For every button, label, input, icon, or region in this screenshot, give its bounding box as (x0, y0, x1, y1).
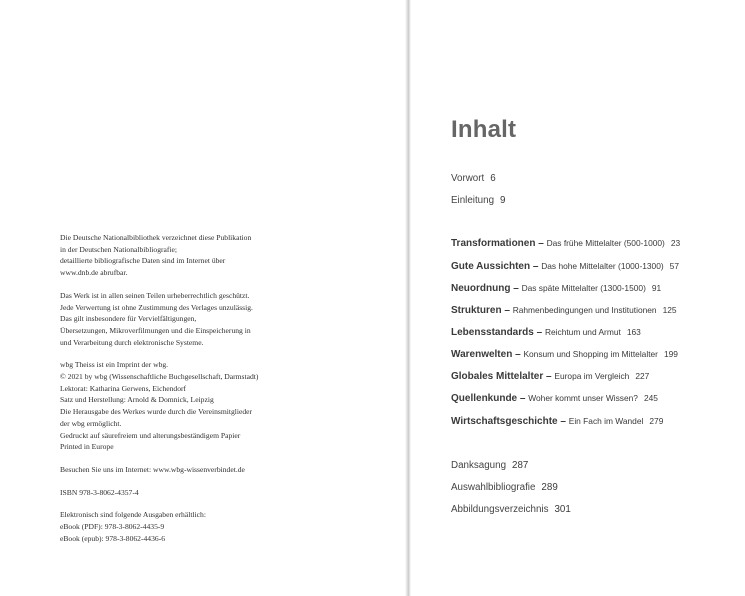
imprint-paragraph (60, 290, 360, 349)
chapter-dash: – (501, 305, 513, 316)
toc-entry-chapter[interactable] (451, 261, 679, 272)
chapter-title: Neuordnung (451, 283, 511, 294)
imprint-line: Elektronisch sind folgende Ausgaben erhältlich: (60, 510, 206, 520)
chapter-subtitle: Europa im Vergleich (554, 371, 630, 381)
imprint-line: www.dnb.de abrufbar. (60, 268, 128, 278)
chapter-subtitle: Das frühe Mittelalter (500-1000) (546, 238, 665, 248)
imprint-line: Besuchen Sie uns im Internet: www.wbg-wissenverbindet.de (60, 464, 245, 474)
chapter-subtitle: Reichtum und Armut (544, 327, 621, 337)
toc-entry-title: Danksagung (451, 460, 507, 471)
imprint-paragraph (60, 487, 360, 499)
imprint-line: Übersetzungen, Mikroverfilmungen und die Einspeicherung in (60, 325, 251, 335)
toc-entry-chapter[interactable] (451, 327, 641, 338)
chapter-dash: – (533, 327, 545, 338)
toc-entry-title: Vorwort (451, 173, 485, 184)
toc-page-number: 23 (670, 238, 681, 248)
toc-entry-title: Einleitung (451, 195, 495, 206)
toc-entry-front[interactable] (451, 195, 505, 206)
imprint-line: Die Herausgabe des Werkes wurde durch die Vereinsmitglieder (60, 407, 253, 417)
chapter-subtitle: Konsum und Shopping im Mittelalter (523, 349, 658, 359)
chapter-title: Quellenkunde (451, 393, 518, 404)
imprint-paragraph (60, 509, 360, 544)
toc-entry-chapter[interactable] (451, 283, 661, 294)
toc-page-number: 227 (635, 371, 650, 381)
toc-entry-title: Auswahlbibliografie (451, 482, 536, 493)
chapter-subtitle: Das hohe Mittelalter (1000-1300) (541, 261, 664, 271)
toc-page-number: 279 (649, 416, 664, 426)
chapter-title: Strukturen (451, 305, 502, 316)
imprint-line: Satz und Herstellung: Arnold & Domnick, Leipzig (60, 395, 214, 405)
toc-entry-back[interactable] (451, 504, 571, 515)
toc-entry-chapter[interactable] (451, 393, 658, 404)
chapter-dash: – (512, 349, 524, 360)
toc-entry-chapter[interactable] (451, 349, 678, 360)
chapter-title: Warenwelten (451, 349, 513, 360)
imprint-paragraph (60, 359, 360, 453)
imprint-line: Gedruckt auf säurefreiem und alterungsbeständigem Papier (60, 430, 241, 440)
chapter-dash: – (510, 283, 522, 294)
toc-page-number: 301 (554, 504, 571, 515)
imprint-line: der wbg ermöglicht. (60, 418, 122, 428)
chapter-subtitle: Das späte Mittelalter (1300-1500) (521, 283, 646, 293)
imprint-line: detaillierte bibliografische Daten sind im Internet über (60, 256, 226, 266)
imprint-paragraph (60, 464, 360, 476)
toc-page-number: 287 (512, 460, 529, 471)
toc-entry-chapter[interactable] (451, 305, 677, 316)
toc-entry-chapter[interactable] (451, 416, 663, 427)
imprint-paragraph (60, 232, 360, 279)
imprint-line: Lektorat: Katharina Gerwens, Eichendorf (60, 383, 187, 393)
imprint-line: ISBN 978-3-8062-4357-4 (60, 487, 139, 497)
toc-title: Inhalt (451, 116, 517, 143)
imprint-line: eBook (PDF): 978-3-8062-4435-9 (60, 522, 165, 532)
toc-page-number: 245 (643, 393, 658, 403)
imprint-line: © 2021 by wbg (Wissenschaftliche Buchgesellschaft, Darmstadt) (60, 372, 259, 382)
chapter-title: Lebensstandards (451, 327, 534, 338)
chapter-dash: – (543, 371, 555, 382)
imprint-line: Printed in Europe (60, 442, 114, 452)
chapter-title: Globales Mittelalter (451, 371, 544, 382)
imprint-line: Das Werk ist in allen seinen Teilen urheberrechtlich geschützt. (60, 290, 250, 300)
toc-page-number: 199 (663, 349, 678, 359)
chapter-title: Wirtschaftsgeschichte (451, 416, 558, 427)
toc-entry-chapter[interactable] (451, 238, 680, 249)
imprint-line: in der Deutschen Nationalbibliografie; (60, 244, 178, 254)
toc-page-number: 289 (541, 482, 558, 493)
chapter-subtitle: Rahmenbedingungen und Institutionen (512, 305, 657, 315)
chapter-subtitle: Woher kommt unser Wissen? (528, 393, 638, 403)
toc-page-number: 125 (662, 305, 677, 315)
toc-page-number: 163 (626, 327, 641, 337)
toc-entry-chapter[interactable] (451, 371, 649, 382)
toc-page-number: 57 (669, 261, 679, 271)
imprint-block (60, 232, 360, 555)
chapter-subtitle: Ein Fach im Wandel (568, 416, 644, 426)
chapter-dash: – (557, 416, 569, 427)
chapter-dash: – (517, 393, 529, 404)
toc-entry-back[interactable] (451, 482, 558, 493)
toc-page-number: 9 (500, 195, 506, 206)
toc-entry-title: Abbildungsverzeichnis (451, 504, 549, 515)
toc-page-number: 91 (651, 283, 662, 293)
imprint-line: wbg Theiss ist ein Imprint der wbg. (60, 360, 169, 370)
toc-entry-front[interactable] (451, 173, 496, 184)
imprint-line: eBook (epub): 978-3-8062-4436-6 (60, 533, 166, 543)
chapter-title: Gute Aussichten (451, 261, 531, 272)
chapter-dash: – (530, 261, 542, 272)
imprint-line: Jede Verwertung ist ohne Zustimmung des Verlages unzulässig. (60, 302, 253, 312)
imprint-line: Das gilt insbesondere für Vervielfältigungen, (60, 314, 197, 324)
imprint-line: und Verarbeitung durch elektronische Systeme. (60, 337, 204, 347)
toc-page-number: 6 (490, 173, 496, 184)
chapter-dash: – (535, 238, 547, 249)
toc-entry-back[interactable] (451, 460, 528, 471)
imprint-line: Die Deutsche Nationalbibliothek verzeichnet diese Publikation (60, 233, 252, 242)
chapter-title: Transformationen (451, 238, 536, 249)
